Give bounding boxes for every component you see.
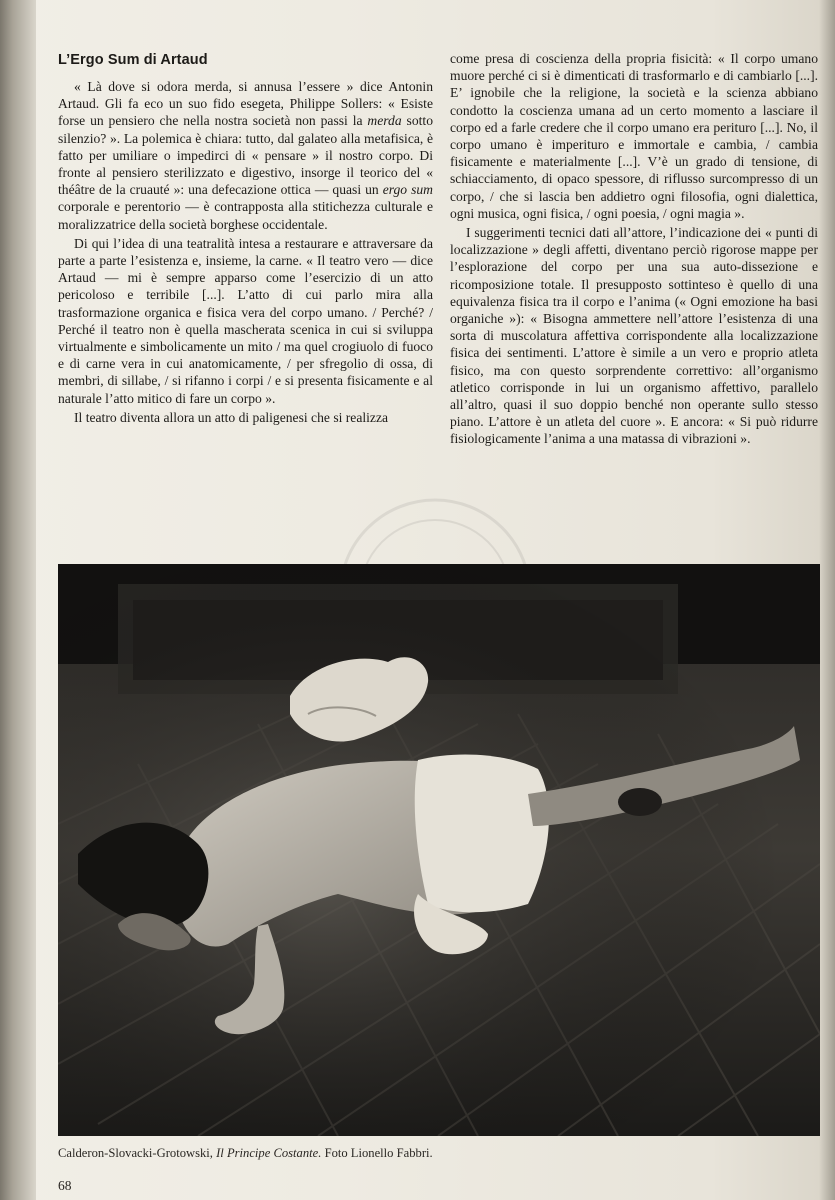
caption-title: Il Principe Costante. [216,1146,322,1160]
book-gutter [0,0,36,1200]
right-paragraph-1: come presa di coscienza della propria fisicità: « Il corpo umano muore perché ci si è dimenticati di trasformarlo e di cambiarlo [...]. E’ ignobile che la religione, la società e la scienza abbiano condotto la coscienza umana ad un certo momento a lasciare il corpo ed a farle credere che il corpo umano era perituro [...]. No, il corpo umano è imperituro e immortale e cambia, / cambia fisicamente e materialmente [...]. V’è un grado di tensione, di schiacciamento, di opaco spessore, di riflusso surcompresso di un corpo, / che si lascia ben addietro ogni filosofia, ogni dialettica, ogni musica, ogni fisica, / ogni poesia, / ogni magia ». [450,51,818,221]
left-paragraph-1: « Là dove si odora merda, si annusa l’essere » dice Antonin Artaud. Gli fa eco un suo fido esegeta, Philippe Sollers: « Esiste forse un pensiero che nella nostra società non passi la merda sotto silenzio? ». La polemica è chiara: tutto, dal galateo alla metafisica, è fatto per umiliare o impedirci di « pensare » il nostro corpo. Di fronte al pensiero sterilizzato e digestivo, insorge il teorico del « théâtre de la cruauté »: una defecazione ottica — quasi un ergo sum corporale e perentorio — è contrapposta alla stitichezza culturale e moralizzatrice della società borghese occidentale. [58,79,433,232]
caption-credit: Calderon-Slovacki-Grotowski, [58,1146,213,1160]
left-paragraph-3: Il teatro diventa allora un atto di paligenesi che si realizza [74,409,389,425]
caption-photographer: Foto Lionello Fabbri. [324,1146,433,1160]
left-paragraph-2: Di qui l’idea di una teatralità intesa a restaurare e attraversare da parte a parte l’esistenza e, insieme, la carne. « Il teatro vero — dice Artaud — mi è sempre apparso come l’esercizio di un atto pericoloso e terribile [...]. L’atto di cui parlo mira alla trasformazione organica e fisica vera del corpo umano. / Perché? / Perché il teatro non è quella mascherata scenica in cui si sviluppa virtualmente e simbolicamente un mito / ma quel crogiuolo di fuoco e di carne vera in cui anatomicamente, / per sfregolio di ossa, di membri, di sillabe, / si rifanno i corpi / e si presenta fisicamente e al naturale l’atto mitico di fare un corpo ». [58,235,433,406]
page-edge-shadow [819,0,835,1200]
page-number: 68 [58,1178,72,1193]
photo-illustration [58,564,820,1136]
left-column [58,78,433,426]
right-paragraph-2: I suggerimenti tecnici dati all’attore, l’indicazione dei « punti di localizzazione » degli affetti, diventano perciò rigorose mappe per l’esplorazione del corpo per una sua auto-dissezione e ricomposizione totale. Il presupposto sottinteso è quello di una equivalenza fisica tra il corpo e l’anima (« Ogni emozione ha basi organiche »): « Bisogna ammettere nell’attore l’esistenza di una sorta di muscolatura affettiva corrispondente alla localizzazione fisica dei sentimenti. L’attore è simile a un vero e proprio atleta fisico, ma con questo sorprendente correttivo: all’organismo atletico corrisponde in lui un organismo affettivo, parallelo all’altro, quasi il suo doppio benché non operante sullo stesso piano. L’attore è un atleta del cuore ». E ancora: « Si può ridurre fisiologicamente l’anima a una matassa di vibrazioni ». [450,225,818,447]
article-heading: L’Ergo Sum di Artaud [58,52,208,68]
performance-photo [58,564,820,1136]
photo-caption [58,1146,433,1161]
right-column [450,50,818,448]
